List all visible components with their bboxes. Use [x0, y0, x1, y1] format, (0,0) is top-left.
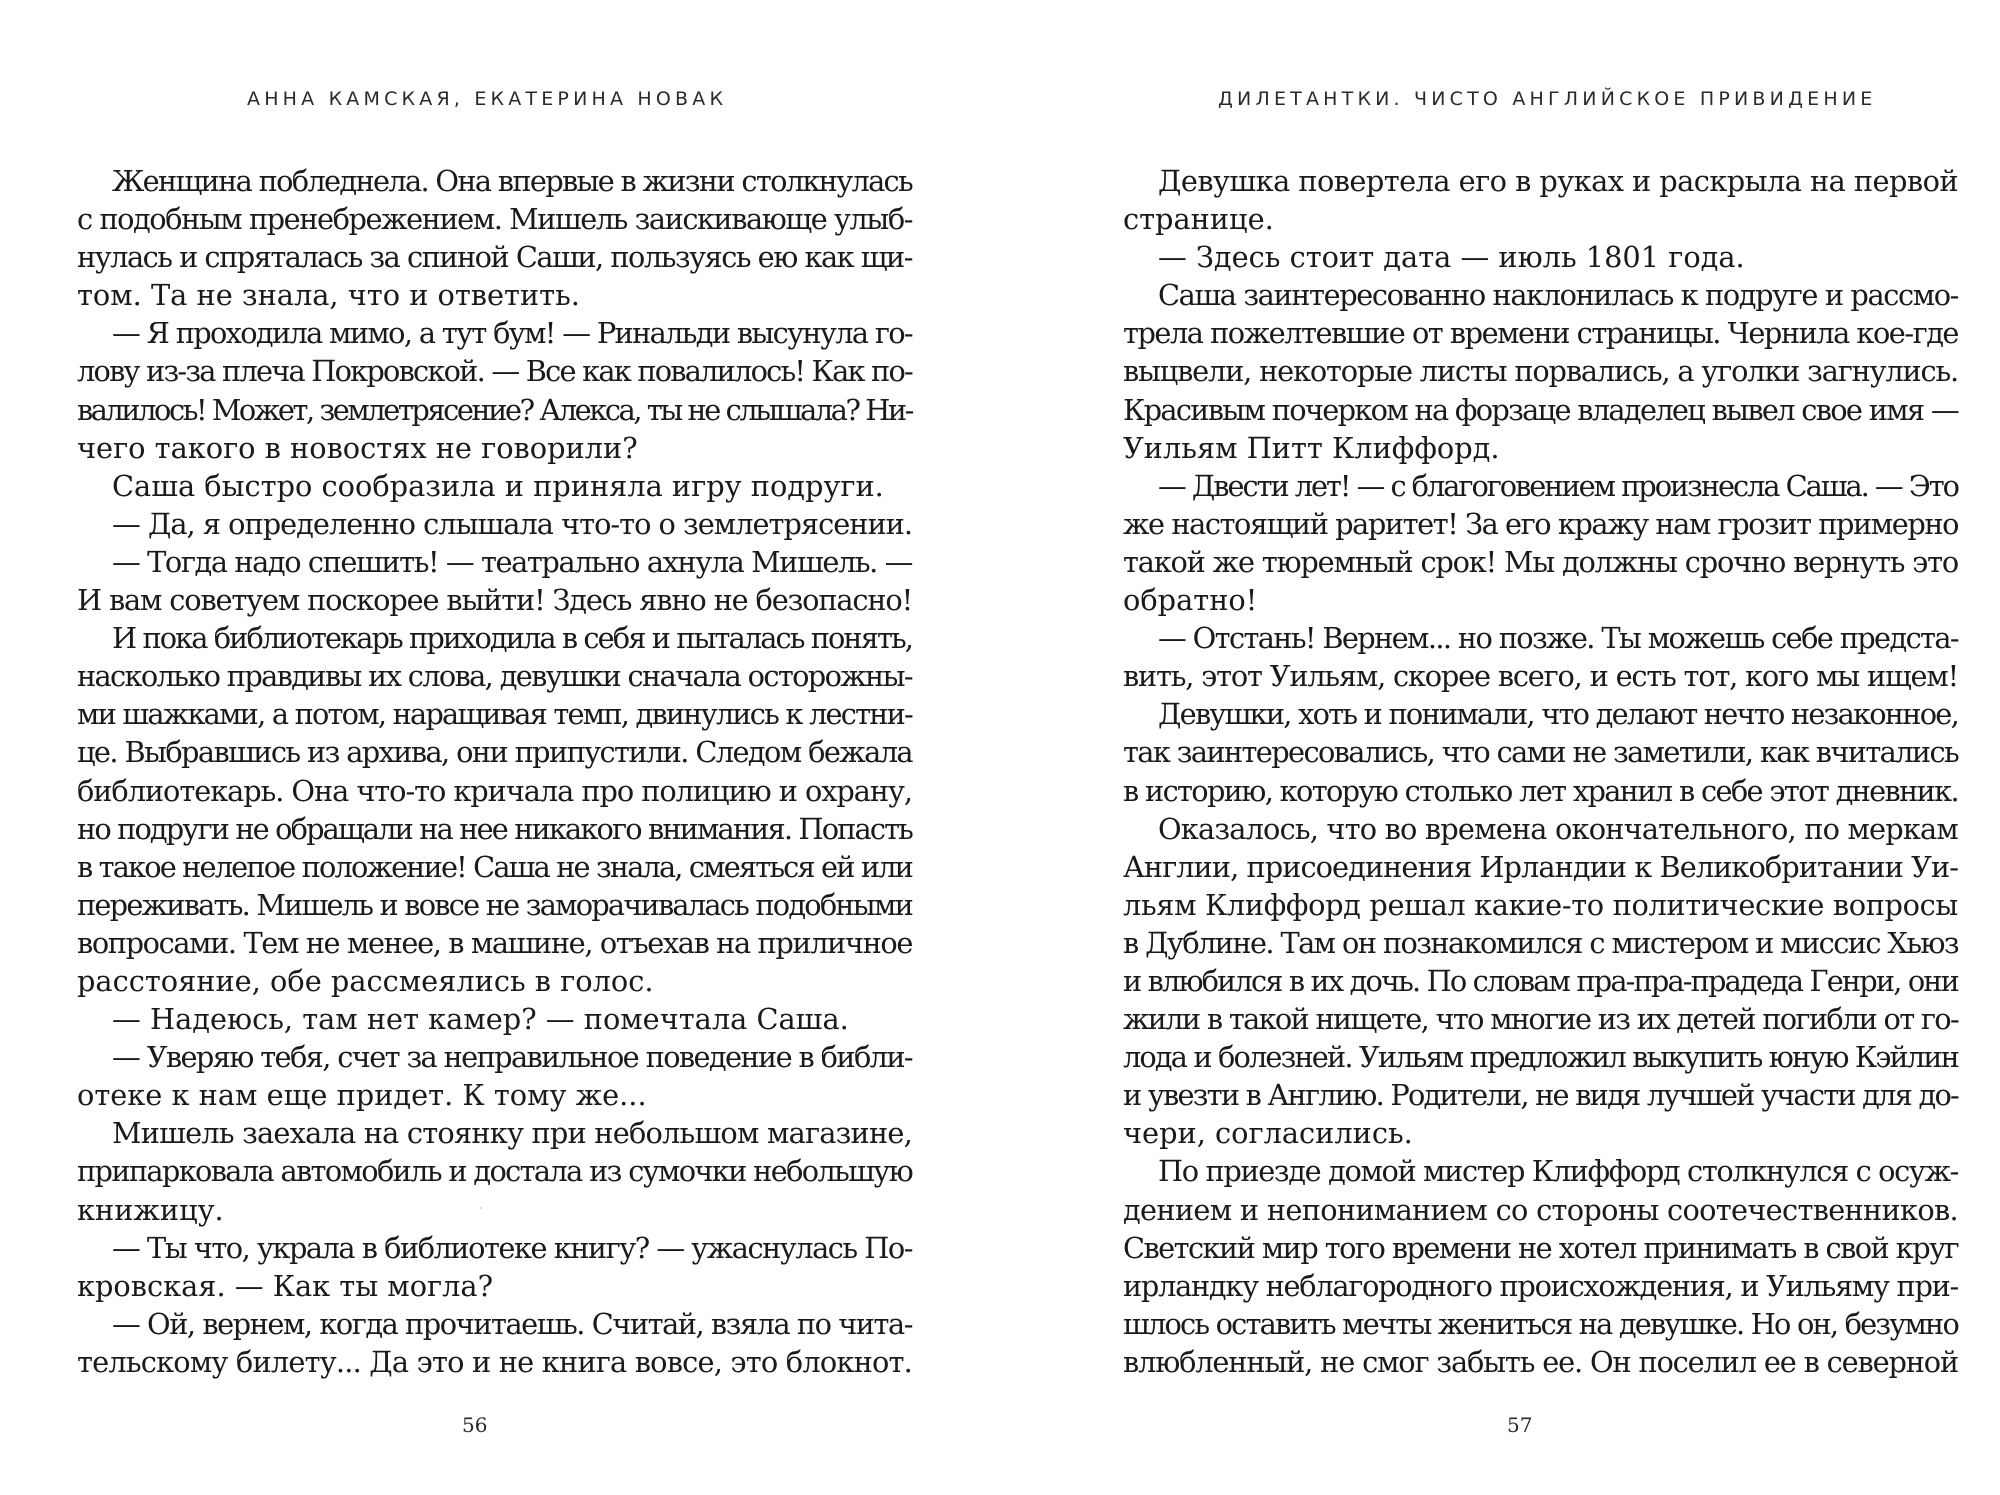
text-line: такой же тюремный срок! Мы должны срочно вернуть это — [1123, 544, 1958, 579]
page-number: 56 — [462, 1413, 488, 1437]
text-line: выцвели, некоторые листы порвались, а уголки загнулись. — [1123, 354, 1958, 389]
text-line: так заинтересовались, что сами не заметили, как вчитались — [1123, 735, 1959, 770]
text-line: трела пожелтевшие от времени страницы. Чернила кое-где — [1123, 316, 1958, 351]
text-line: чери, согласились. — [1123, 1116, 1413, 1151]
text-line: же настоящий раритет! За его кражу нам грозит примерно — [1123, 506, 1958, 541]
text-line: в такое нелепое положение! Саша не знала, смеяться ей или — [77, 849, 912, 884]
text-line: расстояние, обе рассмеялись в голос. — [77, 963, 654, 998]
right-page — [1000, 0, 2000, 1495]
text-line: в Дублине. Там он познакомился с мистером и миссис Хьюз — [1123, 925, 1958, 960]
text-line: — Здесь стоит дата — июль 1801 года. — [1158, 240, 1745, 275]
page-number: 57 — [1507, 1413, 1533, 1437]
text-line: кровская. — Как ты могла? — [77, 1268, 494, 1303]
text-line: Красивым почерком на форзаце владелец вывел свое имя — — [1123, 392, 1958, 427]
text-line: — Уверяю тебя, счет за неправильное поведение в библи- — [112, 1040, 912, 1075]
text-line: По приезде домой мистер Клиффорд столкнулся с осуж- — [1158, 1154, 1958, 1189]
text-line: Светский мир того времени не хотел принимать в свой круг — [1123, 1230, 1958, 1265]
text-line: ирландку неблагородного происхождения, и Уильяму при- — [1123, 1268, 1958, 1303]
text-line: влюбленный, не смог забыть ее. Он поселил ее в северной — [1123, 1344, 1959, 1379]
text-line: Женщина побледнела. Она впервые в жизни столкнулась — [112, 164, 912, 198]
text-line: Девушки, хоть и понимали, что делают нечто незаконное, — [1158, 697, 1958, 732]
text-line: чего такого в новостях не говорили? — [77, 430, 638, 465]
text-line: тельскому билету... Да это и не книга вовсе, это блокнот. — [77, 1344, 912, 1379]
text-line: припарковала автомобиль и достала из сумочки небольшую — [77, 1154, 912, 1189]
text-line: странице. — [1123, 202, 1274, 237]
text-line: валилось! Может, землетрясение? Алекса, ты не слышала? Ни- — [77, 392, 912, 427]
text-line: — Да, я определенно слышала что-то о землетрясении. — [112, 506, 912, 541]
text-line: вить, этот Уильям, скорее всего, и есть тот, кого мы ищем! — [1123, 659, 1958, 694]
text-line: И пока библиотекарь приходила в себя и пыталась понять, — [112, 621, 912, 656]
text-line: жили в такой нищете, что многие из их детей погибли от го- — [1123, 1002, 1958, 1037]
text-line: лода и болезней. Уильям предложил выкупить юную Кэйлин — [1123, 1040, 1958, 1075]
paper-speck — [480, 1207, 482, 1209]
text-line: обратно! — [1123, 583, 1258, 618]
text-line: Англии, присоединения Ирландии к Великобритании Уи- — [1123, 849, 1958, 884]
text-line: вопросами. Тем не менее, в машине, отъехав на приличное — [77, 925, 912, 960]
body-text — [77, 162, 912, 1381]
text-line: ми шажками, а потом, наращивая темп, двинулись к лестни- — [77, 697, 912, 732]
text-line: лову из-за плеча Покровской. — Все как повалилось! Как по- — [77, 354, 912, 389]
text-line: с подобным пренебрежением. Мишель заискивающе улыб- — [77, 202, 912, 237]
text-line: Уильям Питт Клиффорд. — [1123, 430, 1500, 465]
text-line: — Тогда надо спешить! — театрально ахнула Мишель. — — [112, 544, 912, 579]
text-line: дением и непониманием со стороны соотечественников. — [1123, 1192, 1958, 1227]
text-line: отеке к нам еще придет. К тому же... — [77, 1078, 647, 1113]
text-line: но подруги не обращали на нее никакого внимания. Попасть — [77, 811, 912, 846]
text-line: шлось оставить мечты жениться на девушке. Но он, безумно — [1123, 1306, 1958, 1341]
text-line: Девушка повертела его в руках и раскрыла на первой — [1158, 164, 1958, 198]
text-line: — Двести лет! — с благоговением произнесла Саша. — Это — [1158, 468, 1958, 503]
text-line: насколько правдивы их слова, девушки сначала осторожны- — [77, 659, 912, 694]
text-line: нулась и спряталась за спиной Саши, пользуясь ею как щи- — [77, 240, 912, 275]
text-line: льям Клиффорд решал какие-то политические вопросы — [1123, 887, 1958, 922]
text-line: — Отстань! Вернем... но позже. Ты можешь себе предста- — [1158, 621, 1958, 656]
text-line: библиотекарь. Она что-то кричала про полицию и охрану, — [77, 773, 912, 808]
text-line: це. Выбравшись из архива, они припустили. Следом бежала — [77, 735, 912, 770]
text-line: Оказалось, что во времена окончательного, по меркам — [1158, 811, 1958, 846]
text-line: в историю, которую столько лет хранил в себе этот дневник. — [1123, 773, 1958, 808]
text-line: — Ой, вернем, когда прочитаешь. Считай, взяла по чита- — [112, 1306, 912, 1341]
body-text — [1123, 162, 1958, 1381]
text-line: — Надеюсь, там нет камер? — помечтала Саша. — [112, 1002, 849, 1037]
running-head-title: ДИЛЕТАНТКИ. ЧИСТО АНГЛИЙСКОЕ ПРИВИДЕНИЕ — [1218, 88, 1877, 110]
text-line: и увезти в Англию. Родители, не видя лучшей участи для до- — [1123, 1078, 1958, 1113]
text-line: и влюбился в их дочь. По словам пра-пра-прадеда Генри, они — [1123, 963, 1958, 998]
text-line: — Ты что, украла в библиотеке книгу? — ужаснулась По- — [112, 1230, 912, 1265]
text-line: — Я проходила мимо, а тут бум! — Ринальди высунула го- — [112, 316, 912, 351]
text-line: том. Та не знала, что и ответить. — [77, 278, 580, 313]
text-line: Саша быстро сообразила и приняла игру подруги. — [112, 468, 884, 503]
text-line: переживать. Мишель и вовсе не заморачивалась подобными — [77, 887, 912, 922]
text-line: книжицу. — [77, 1192, 224, 1227]
running-head-authors: АННА КАМСКАЯ, ЕКАТЕРИНА НОВАК — [247, 88, 728, 110]
text-line: Мишель заехала на стоянку при небольшом магазине, — [112, 1116, 912, 1151]
text-line: Саша заинтересованно наклонилась к подруге и рассмо- — [1158, 278, 1958, 313]
text-line: И вам советуем поскорее выйти! Здесь явно не безопасно! — [77, 583, 912, 618]
